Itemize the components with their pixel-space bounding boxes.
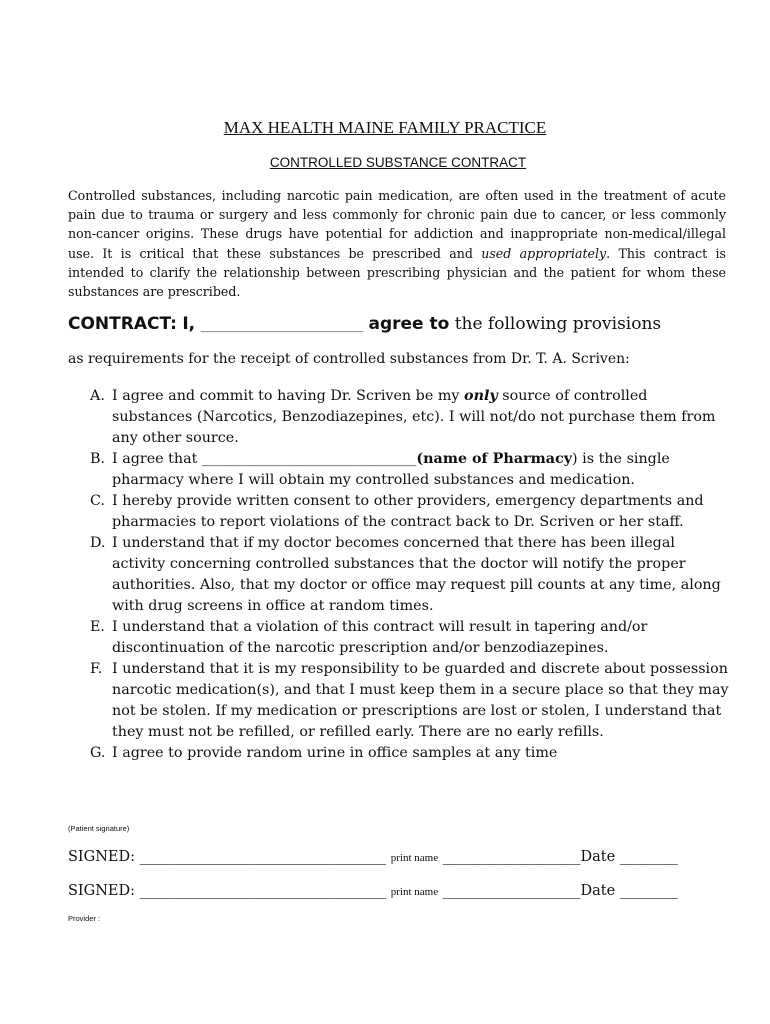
list-item [90,386,730,449]
list-item [90,491,730,533]
patient-name-blank[interactable]: _________________________ [200,318,364,333]
pharmacy-name-blank[interactable]: I agree that ______________________________ [112,451,417,467]
list-marker: D. [90,535,106,551]
document-subtitle: CONTROLLED SUBSTANCE CONTRACT [269,155,527,170]
signed-label: SIGNED: [68,883,136,899]
list-item [90,743,730,764]
list-marker: A. [90,388,105,404]
list-item-text: I hereby provide written consent to other providers, emergency departments and pharmacies to report violations of the contract back to Dr. Scriven or her staff. [112,493,704,530]
signed-label: SIGNED: [68,849,136,865]
patient-signature-note: (Patient signature) [68,824,130,833]
list-item-text: I agree to provide random urine in office samples at any time [112,745,558,761]
list-item-text: source of controlled substances (Narcotics, Benzodiazepines, etc). I will not/do not purchase them from any other source. [112,388,716,446]
list-item-text: I understand that a violation of this contract will result in tapering and/or discontinuation of the narcotic prescription and/or benzodiazepines. [112,619,648,656]
signature-row [68,849,728,865]
intro-text-2: . This contract is intended to clarify the relationship between prescribing physician and the patient for whom these substances are prescribed. [68,245,726,300]
intro-emphasis: used appropriately [481,245,607,261]
date-label: Date [580,883,616,899]
list-marker: F. [90,661,103,677]
provisions-list [90,386,730,764]
print-name-label: print name [390,886,439,898]
contract-pronoun: I, [182,314,196,334]
list-marker: G. [90,745,106,761]
intro-paragraph [68,186,726,301]
print-name-field[interactable]: ___________________ [442,849,581,865]
date-field[interactable]: ________ [619,883,678,899]
provisions-text: the following provisions [454,314,662,334]
list-item-text: I agree and commit to having Dr. Scriven be my [112,388,465,404]
date-field[interactable]: ________ [619,849,678,865]
list-marker: E. [90,619,105,635]
list-item [90,533,730,617]
signature-field[interactable]: __________________________________ [139,883,387,899]
print-name-label: print name [390,852,439,864]
requirements-intro: as requirements for the receipt of controlled substances from Dr. T. A. Scriven: [68,351,630,367]
agree-to-text: agree to [368,314,450,334]
list-marker: C. [90,493,105,509]
print-name-field[interactable]: ___________________ [442,883,581,899]
list-item-emphasis: (name of Pharmacy [416,451,573,467]
list-item-emphasis: only [464,388,498,404]
signature-row [68,883,728,899]
list-item [90,659,730,743]
list-item-text: I understand that it is my responsibility to be guarded and discrete about possession narcotic medication(s), and that I must keep them in a secure place so that they may not be stolen. If my medication or prescriptions are lost or stolen, I understand that they must not be refilled, or refilled early. There are no early refills. [112,661,729,740]
list-item [90,449,730,491]
list-item-text: I understand that if my doctor becomes concerned that there has been illegal activity concerning controlled substances that the doctor will notify the proper authorities. Also, that my doctor or office may request pill counts at any time, along with drug screens in office at random times. [112,535,721,614]
list-marker: B. [90,451,106,467]
page-title: MAX HEALTH MAINE FAMILY PRACTICE [223,118,547,137]
signature-field[interactable]: __________________________________ [139,849,387,865]
intro-text-1: Controlled substances, including narcotic pain medication, are often used in the treatment of acute pain due to trauma or surgery and less commonly for chronic pain due to cancer, or less commonly non-cancer origins. These drugs have potential for addiction and inappropriate non-medical/illegal use. It is critical that these substances be prescribed and [68,188,726,261]
list-item [90,617,730,659]
date-label: Date [580,849,616,865]
provider-note: Provider : [68,914,101,923]
contract-label: CONTRACT: [68,314,177,334]
list-item-text: ) is the single pharmacy where I will obtain my controlled substances and medication. [112,451,670,488]
contract-heading [68,314,748,334]
